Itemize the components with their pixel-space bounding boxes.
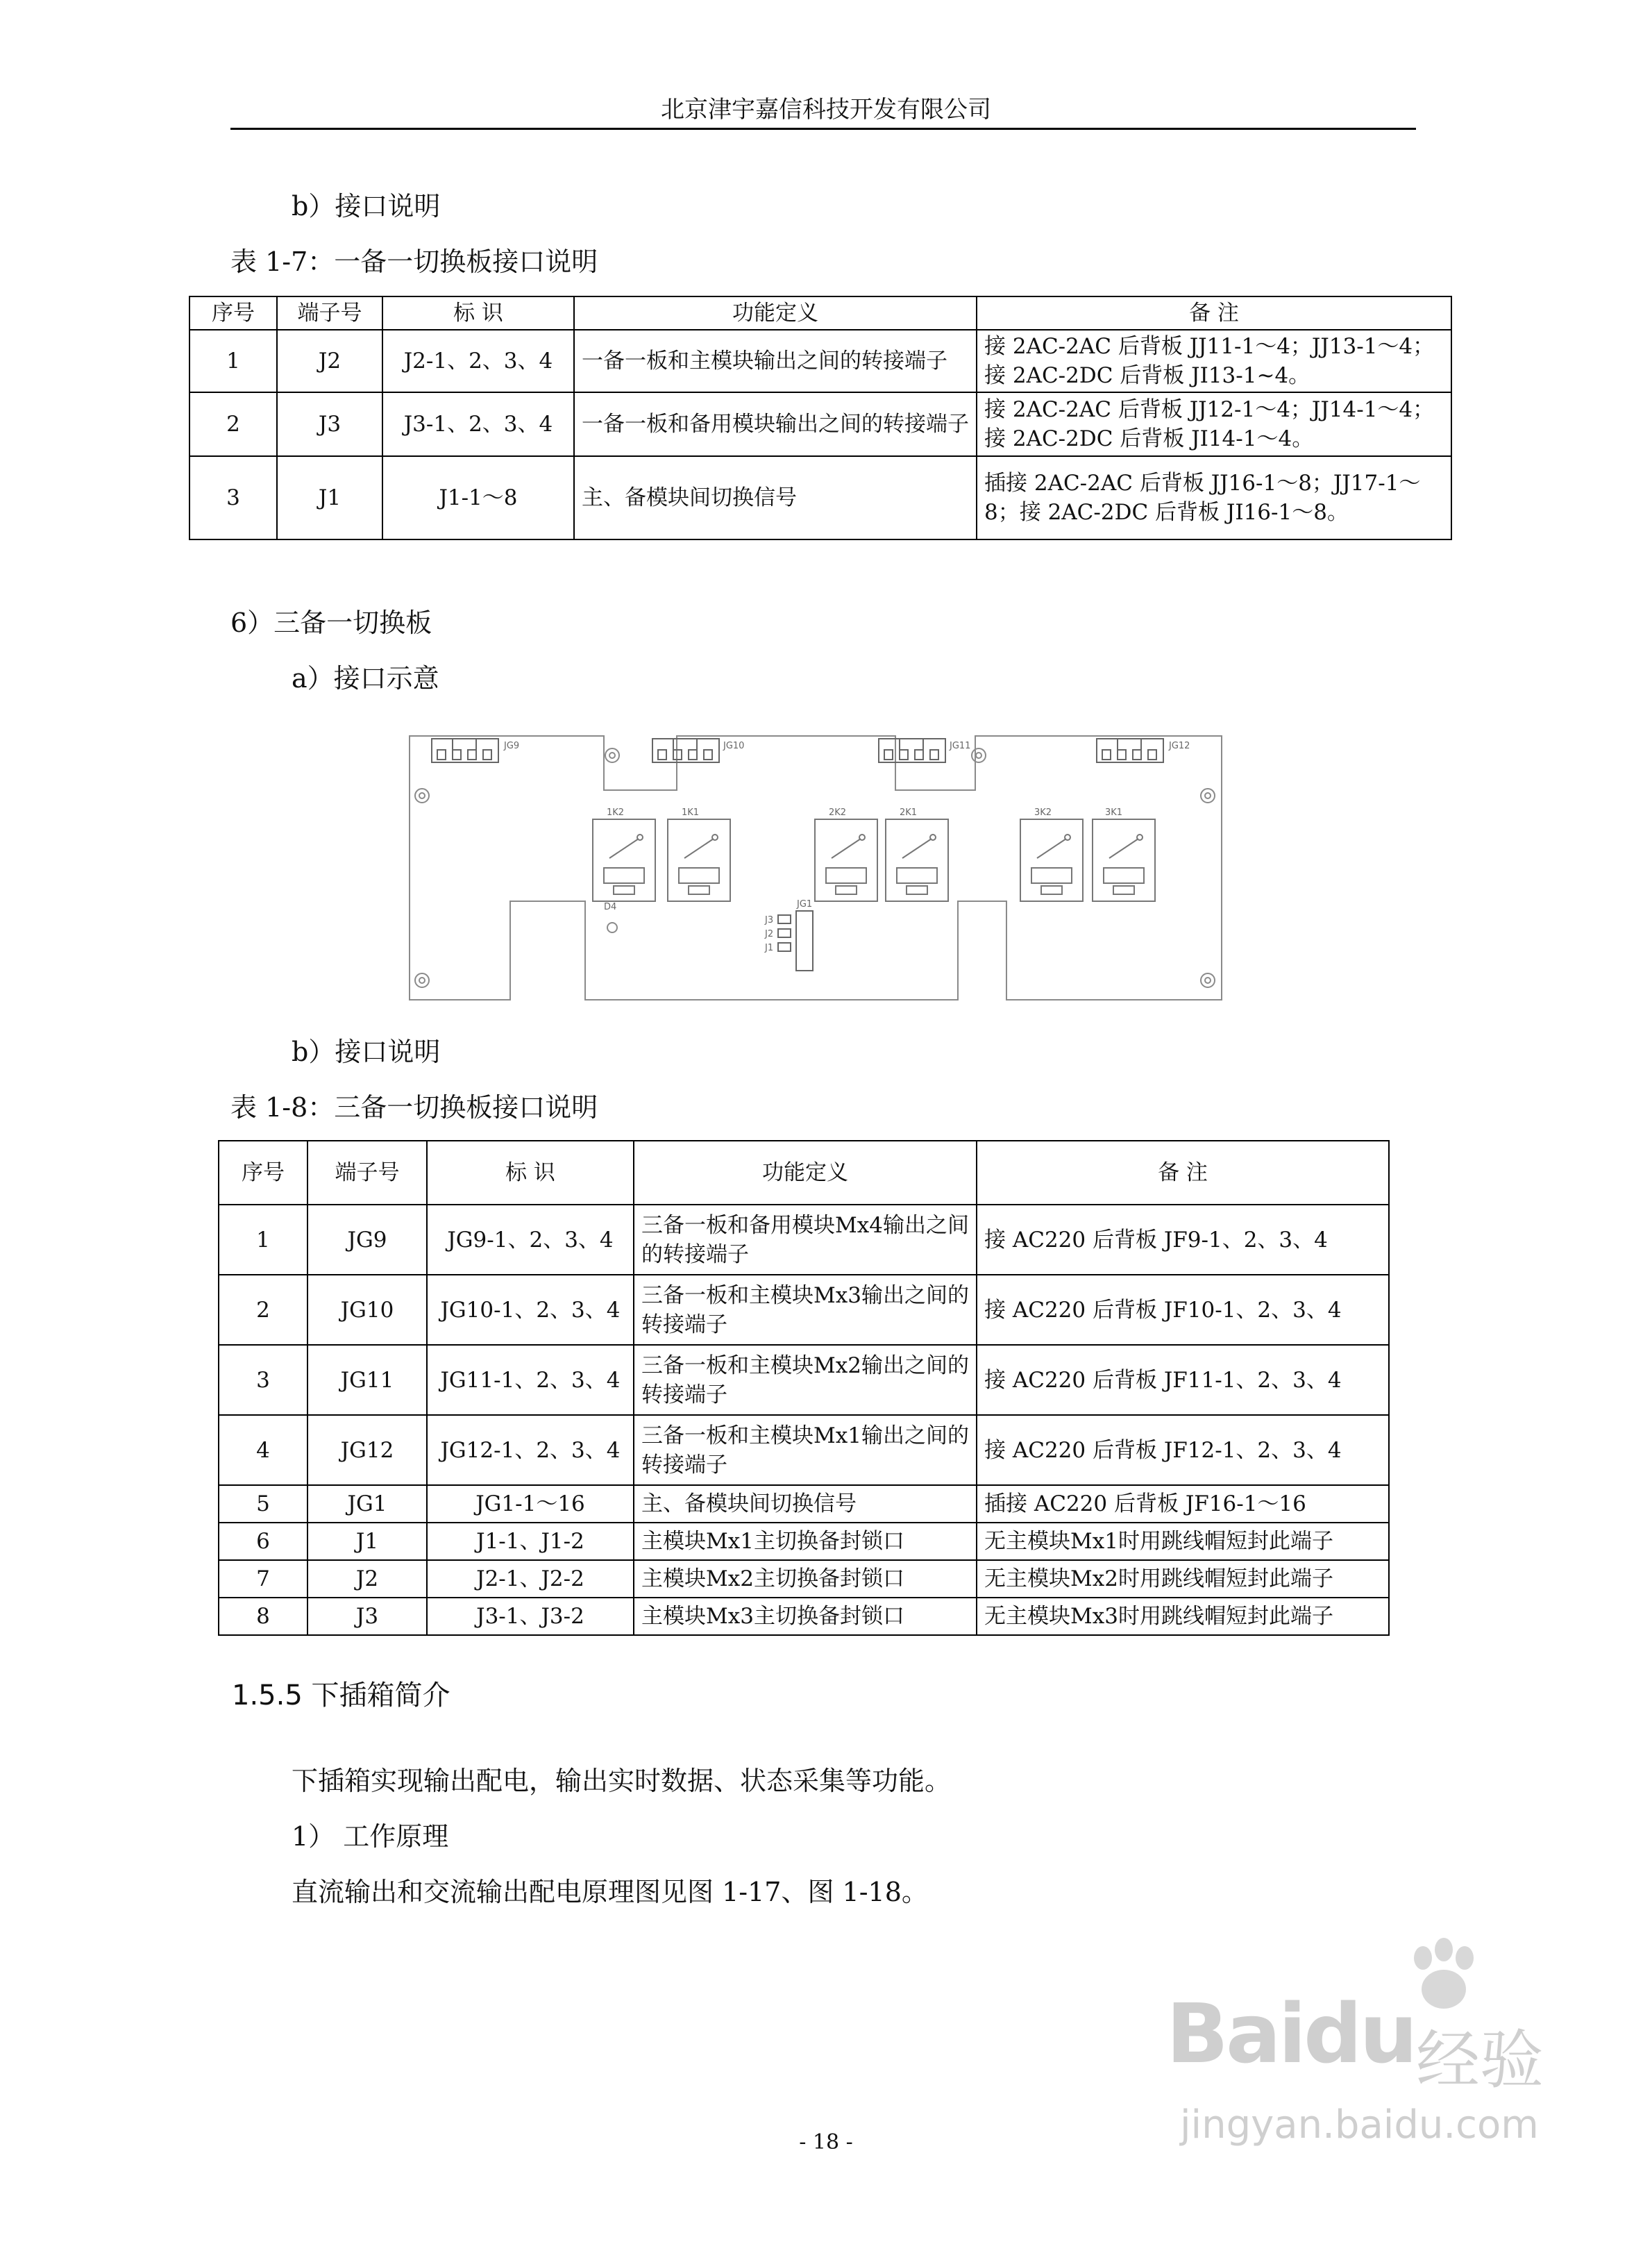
table18-header-row: [219, 1141, 1389, 1205]
table-cell: 6: [219, 1523, 307, 1560]
table-cell: J2-1、J2-2: [427, 1560, 634, 1598]
label-1k1: 1K1: [682, 807, 700, 818]
table-cell: J2: [277, 330, 382, 392]
table-cell: 8: [219, 1598, 307, 1635]
table-cell: 插接 2AC-2AC 后背板 JJ16-1～8；JJ17-1～8；接 2AC-2DC 后背板 JI16-1～8。: [977, 456, 1451, 539]
table-cell: 三备一板和主模块Mx1输出之间的转接端子: [634, 1415, 977, 1485]
paragraph-diagram-ref: 直流输出和交流输出配电原理图见图 1-17、图 1-18。: [292, 1877, 928, 1907]
table17-caption: 表 1-7：一备一切换板接口说明: [230, 246, 598, 277]
board-diagram: [403, 729, 1249, 1007]
table-cell: J1: [277, 456, 382, 539]
table-cell: JG10-1、2、3、4: [427, 1275, 634, 1345]
sec-a-interface-diagram: a）接口示意: [292, 663, 439, 694]
section-6-title: 6）三备一切换板: [230, 608, 432, 638]
paragraph-intro: 下插箱实现输出配电，输出实时数据、状态采集等功能。: [292, 1766, 952, 1796]
label-3k2: 3K2: [1034, 807, 1052, 818]
table-cell: JG12-1、2、3、4: [427, 1415, 634, 1485]
watermark-brand-du: du: [1304, 1986, 1415, 2082]
table-cell: 3: [219, 1345, 307, 1415]
table-cell: JG1-1～16: [427, 1485, 634, 1523]
table-cell: 无主模块Mx1时用跳线帽短封此端子: [977, 1523, 1389, 1560]
table18: [218, 1140, 1390, 1636]
table-cell: 三备一板和备用模块Mx4输出之间的转接端子: [634, 1205, 977, 1275]
table-row: [219, 1560, 1389, 1598]
table-cell: 接 2AC-2AC 后背板 JJ12-1～4；JJ14-1～4；接 2AC-2DC 后背板 JI14-1～4。: [977, 392, 1451, 456]
label-j2: J2: [765, 929, 774, 939]
table-cell: J1: [307, 1523, 427, 1560]
table-cell: 接 AC220 后背板 JF10-1、2、3、4: [977, 1275, 1389, 1345]
sec-b-interface-desc: b）接口说明: [292, 191, 441, 221]
table18-header: 备 注: [977, 1141, 1389, 1205]
table-cell: 3: [189, 456, 277, 539]
page-number: - 18 -: [799, 2130, 853, 2154]
baidu-watermark: [1152, 1937, 1596, 2166]
table-row: [219, 1415, 1389, 1485]
table17-header: 序号: [189, 296, 277, 330]
label-jg12: JG12: [1169, 741, 1190, 751]
label-jg10: JG10: [723, 741, 745, 751]
label-jg1: JG1: [797, 899, 813, 910]
table-cell: 一备一板和备用模块输出之间的转接端子: [574, 392, 977, 456]
table-cell: J3: [277, 392, 382, 456]
table-cell: 三备一板和主模块Mx3输出之间的转接端子: [634, 1275, 977, 1345]
table-cell: 主模块Mx2主切换备封锁口: [634, 1560, 977, 1598]
table17-header: 端子号: [277, 296, 382, 330]
label-jg9: JG9: [504, 741, 520, 751]
table-cell: JG1: [307, 1485, 427, 1523]
table18-header: 序号: [219, 1141, 307, 1205]
table-row: [219, 1205, 1389, 1275]
table-row: [219, 1345, 1389, 1415]
table17-header: 标 识: [382, 296, 574, 330]
table-cell: 主、备模块间切换信号: [634, 1485, 977, 1523]
table-cell: 1: [189, 330, 277, 392]
table-cell: J2: [307, 1560, 427, 1598]
label-2k2: 2K2: [829, 807, 847, 818]
label-j1: J1: [765, 943, 774, 953]
table-row: [189, 392, 1451, 456]
table17-header-row: [189, 296, 1451, 330]
table-row: [219, 1598, 1389, 1635]
table-cell: JG10: [307, 1275, 427, 1345]
section-1-5-5-heading: 1.5.5 下插箱简介: [232, 1680, 450, 1711]
table-cell: 接 2AC-2AC 后背板 JJ11-1～4；JJ13-1～4；接 2AC-2DC 后背板 JI13-1~4。: [977, 330, 1451, 392]
table18-header: 功能定义: [634, 1141, 977, 1205]
table-cell: 接 AC220 后背板 JF11-1、2、3、4: [977, 1345, 1389, 1415]
watermark-jingyan-cn: 经验: [1416, 2023, 1544, 2098]
table-cell: 三备一板和主模块Mx2输出之间的转接端子: [634, 1345, 977, 1415]
label-2k1: 2K1: [900, 807, 918, 818]
table-row: [189, 330, 1451, 392]
label-d4: D4: [604, 902, 617, 912]
table-cell: 无主模块Mx2时用跳线帽短封此端子: [977, 1560, 1389, 1598]
table17-header: 功能定义: [574, 296, 977, 330]
label-1k2: 1K2: [607, 807, 625, 818]
header-rule: [230, 128, 1416, 130]
label-jg11: JG11: [950, 741, 971, 751]
table-cell: 4: [219, 1415, 307, 1485]
table-cell: J1-1～8: [382, 456, 574, 539]
table-cell: 一备一板和主模块输出之间的转接端子: [574, 330, 977, 392]
table-cell: 接 AC220 后背板 JF12-1、2、3、4: [977, 1415, 1389, 1485]
table18-caption: 表 1-8：三备一切换板接口说明: [230, 1092, 598, 1123]
table18-header: 端子号: [307, 1141, 427, 1205]
table-cell: 主模块Mx3主切换备封锁口: [634, 1598, 977, 1635]
table-cell: 2: [189, 392, 277, 456]
table-cell: J3: [307, 1598, 427, 1635]
label-j3: J3: [765, 915, 774, 926]
table-cell: 主模块Mx1主切换备封锁口: [634, 1523, 977, 1560]
label-3k1: 3K1: [1105, 807, 1123, 818]
table-row: [219, 1485, 1389, 1523]
table-cell: 主、备模块间切换信号: [574, 456, 977, 539]
item-working-principle: 1） 工作原理: [292, 1821, 449, 1852]
table-cell: JG11: [307, 1345, 427, 1415]
table-row: [189, 456, 1451, 539]
table-row: [219, 1275, 1389, 1345]
table-cell: 5: [219, 1485, 307, 1523]
table-cell: 2: [219, 1275, 307, 1345]
table-cell: J2-1、2、3、4: [382, 330, 574, 392]
table-cell: JG9: [307, 1205, 427, 1275]
table-cell: J3-1、2、3、4: [382, 392, 574, 456]
table17: [189, 296, 1452, 540]
table-cell: JG12: [307, 1415, 427, 1485]
table-cell: J1-1、J1-2: [427, 1523, 634, 1560]
table-row: [219, 1523, 1389, 1560]
table18-header: 标 识: [427, 1141, 634, 1205]
table-cell: J3-1、J3-2: [427, 1598, 634, 1635]
watermark-brand: Bai: [1166, 1986, 1304, 2082]
header-company: 北京津宇嘉信科技开发有限公司: [661, 96, 991, 124]
sec-b-interface-desc-2: b）接口说明: [292, 1037, 441, 1067]
table-cell: 1: [219, 1205, 307, 1275]
table-cell: 无主模块Mx3时用跳线帽短封此端子: [977, 1598, 1389, 1635]
table-cell: JG11-1、2、3、4: [427, 1345, 634, 1415]
table-cell: JG9-1、2、3、4: [427, 1205, 634, 1275]
table-cell: 插接 AC220 后背板 JF16-1～16: [977, 1485, 1389, 1523]
table17-header: 备 注: [977, 296, 1451, 330]
watermark-url: jingyan.baidu.com: [1180, 2102, 1539, 2147]
table-cell: 接 AC220 后背板 JF9-1、2、3、4: [977, 1205, 1389, 1275]
table-cell: 7: [219, 1560, 307, 1598]
